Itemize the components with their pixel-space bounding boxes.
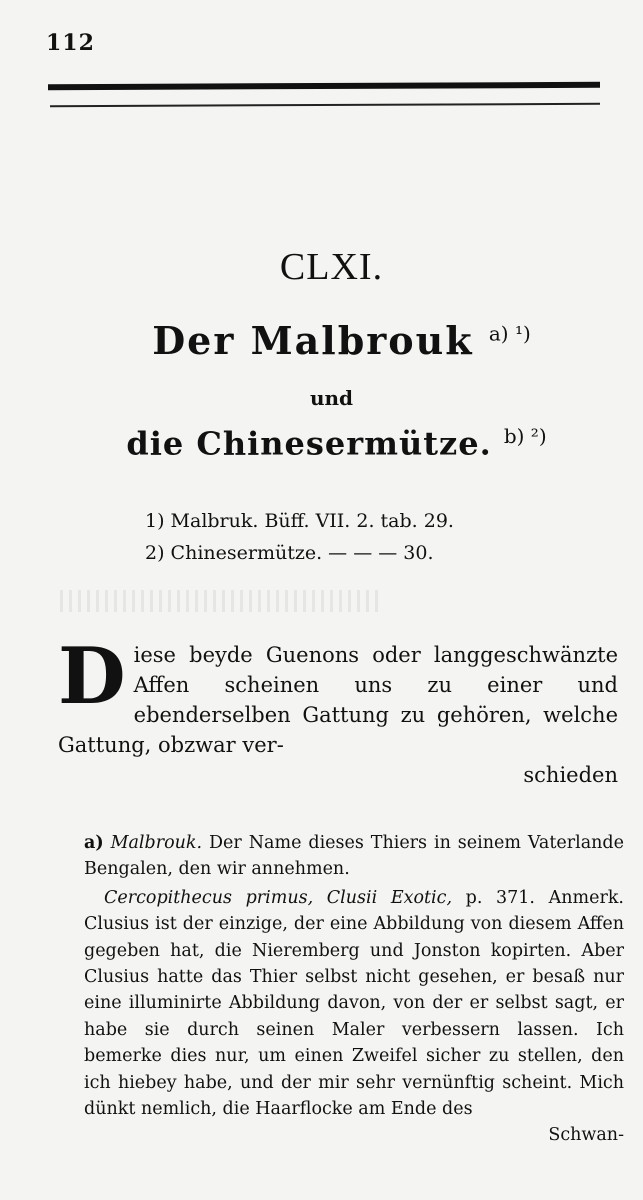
footnotes — [84, 830, 624, 1149]
footnote-a — [84, 830, 624, 883]
title-chinesermuetze: die Chinesermütze. — [126, 424, 492, 463]
plate-reference: 1) Malbruk. Büff. VII. 2. tab. 29. — [145, 510, 454, 532]
footnote-label: a) — [84, 833, 104, 853]
catchword: Schwan- — [548, 1125, 624, 1146]
header-rule-thin — [50, 103, 600, 107]
header-rule-thick — [48, 82, 600, 90]
title-malbrouk: Der Malbrouk — [152, 318, 474, 363]
title-line-3 — [0, 424, 643, 463]
page-number: 112 — [46, 30, 95, 56]
body-text: iese beyde Guenons oder langgeschwänzte Affen scheinen uns zu einer und ebenderselben Gattung zu gehören, welche Gattung, obzwar ver- — [58, 643, 618, 757]
footnote-name: Malbrouk. — [110, 833, 203, 853]
citation-text: p. 371. Anmerk. Clusius ist der einzige, der eine Abbildung von diesem Affen gegeben hat, die Nieremberg und Jonston kopirten. Aber Clusius hatte das Thier selbst nicht gesehen, er besaß nur eine illuminirte Abbildung davon, von der er selbst sagt, er habe sie durch seinen Maler verbessern lassen. Ich bemerke dies nur, um einen Zweifel sicher zu stellen, den ich hiebey habe, und der mir sehr vernünftig scheint. Mich dünkt nemlich, die Haarflocke am Ende des — [84, 887, 624, 1120]
drop-cap: D — [58, 631, 126, 722]
title-footnote-refs-2: b) ²) — [503, 424, 547, 448]
body-paragraph — [58, 631, 618, 790]
bleed-through-texture — [60, 590, 380, 612]
footnote-text: Der Name dieses Thiers in seinem Vaterlande Bengalen, den wir annehmen. — [84, 833, 624, 880]
body-last-word: schieden — [523, 763, 618, 787]
title-line-2: und — [309, 386, 354, 410]
citation-title: Cercopithecus primus, — [104, 887, 314, 908]
citation-source: Clusii Exotic, — [326, 887, 453, 908]
title-footnote-refs-1: a) ¹) — [488, 321, 531, 346]
plate-references — [145, 505, 565, 569]
title-line-1 — [0, 318, 643, 363]
chapter-number: CLXI. — [279, 246, 384, 288]
plate-reference: 2) Chinesermütze. — — — 30. — [145, 542, 434, 564]
footnote-citation — [84, 885, 624, 1149]
